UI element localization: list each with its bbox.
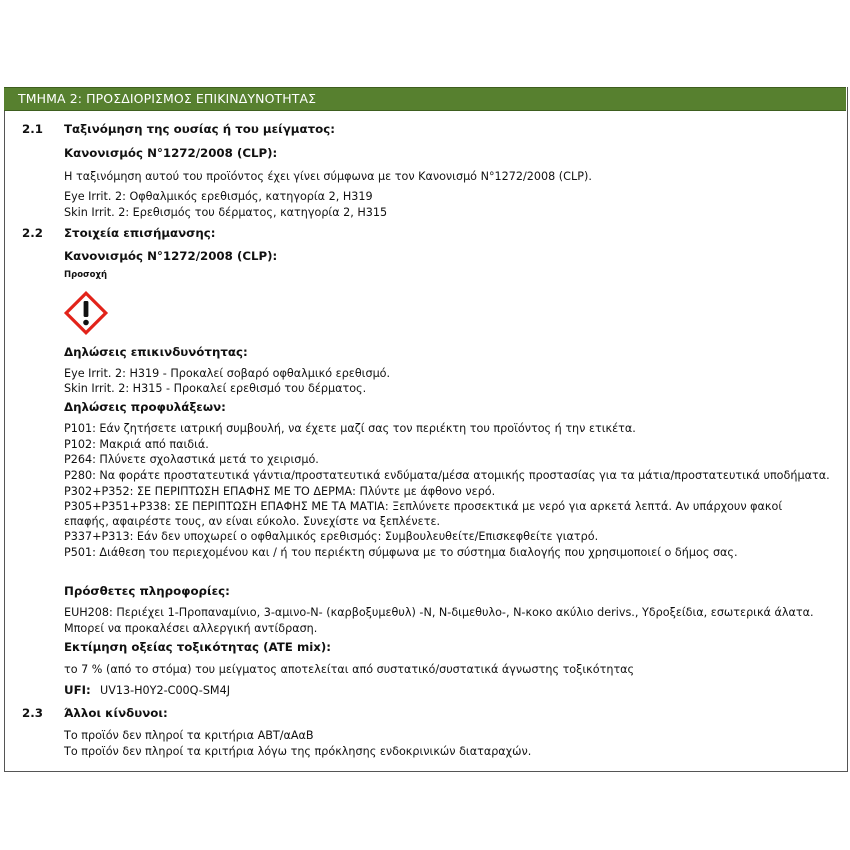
signal-word: Προσοχή: [64, 270, 108, 280]
ufi-label: UFI:: [64, 683, 91, 697]
classification-regulation: Κανονισμός Ν°1272/2008 (CLP):: [64, 146, 278, 160]
precaution-statement: επαφής, αφαιρέστε τους, αν είναι εύκολο. Συνεχίστε να ξεπλένετε.: [64, 515, 441, 528]
ate-heading: Εκτίμηση οξείας τοξικότητας (ATE mix):: [64, 640, 331, 654]
precaution-statement: P302+P352: ΣΕ ΠΕΡΙΠΤΩΣΗ ΕΠΑΦΗΣ ΜΕ ΤΟ ΔΕΡΜΑ: Πλύντε με άφθονο νερό.: [64, 485, 496, 498]
hazard-statement: Skin Irrit. 2: H315 - Προκαλεί ερεθισμό του δέρματος.: [64, 382, 367, 395]
precaution-statement: P101: Εάν ζητήσετε ιατρική συμβουλή, να έχετε μαζί σας τον περιέκτη του προϊόντος ή την ετικέτα.: [64, 422, 636, 435]
precaution-statement: P280: Να φοράτε προστατευτικά γάντια/προστατευτικά ενδύματα/μέσα ατομικής προστασίας για τα μάτια/προστατευτικά υποδήματα.: [64, 469, 830, 482]
classification-line: Eye Irrit. 2: Οφθαλμικός ερεθισμός, κατηγορία 2, H319: [64, 190, 373, 203]
other-hazards-line: Το προϊόν δεν πληροί τα κριτήρια ΑΒΤ/αΑαΒ: [64, 729, 314, 742]
classification-text: Η ταξινόμηση αυτού του προϊόντος έχει γίνει σύμφωνα με τον Κανονισμό Ν°1272/2008 (CLP).: [64, 170, 592, 183]
section-number-2-2: 2.2: [22, 226, 43, 240]
label-elements-heading: Στοιχεία επισήμανσης:: [64, 226, 216, 240]
ate-text: το 7 % (από το στόμα) του μείγματος αποτελείται από συστατικό/συστατικά άγνωστης τοξικότητας: [64, 663, 635, 676]
precaution-statements-heading: Δηλώσεις προφυλάξεων:: [64, 400, 226, 414]
label-regulation: Κανονισμός Ν°1272/2008 (CLP):: [64, 249, 278, 263]
other-hazards-line: Το προϊόν δεν πληροί τα κριτήρια λόγω της πρόκλησης ενδοκρινικών διαταραχών.: [64, 745, 532, 758]
additional-info-line: Μπορεί να προκαλέσει αλλεργική αντίδραση.: [64, 622, 318, 635]
additional-info-line: EUH208: Περιέχει 1-Προπαναμίνιο, 3-αμινο-N- (καρβοξυμεθυλ) -N, N-διμεθυλο-, N-κοκο ακύλιο derivs., Υδροξείδια, εσωτερικά άλατα.: [64, 606, 814, 619]
section-number-2-1: 2.1: [22, 122, 43, 136]
exclamation-mark-icon: [62, 289, 110, 337]
classification-heading: Ταξινόμηση της ουσίας ή του μείγματος:: [64, 122, 335, 136]
section-number-2-3: 2.3: [22, 706, 43, 720]
hazard-statement: Eye Irrit. 2: H319 - Προκαλεί σοβαρό οφθαλμικό ερεθισμό.: [64, 367, 391, 380]
section-header: [4, 87, 846, 111]
precaution-statement: P337+P313: Εάν δεν υποχωρεί ο οφθαλμικός ερεθισμός: Συμβουλευθείτε/Επισκεφθείτε γιατρό.: [64, 530, 599, 543]
classification-line: Skin Irrit. 2: Ερεθισμός του δέρματος, κατηγορία 2, H315: [64, 206, 388, 219]
precaution-statement: P102: Μακριά από παιδιά.: [64, 438, 209, 451]
precaution-statement: P264: Πλύνετε σχολαστικά μετά το χειρισμό.: [64, 453, 319, 466]
ufi-value: UV13-H0Y2-C00Q-SM4J: [100, 684, 231, 697]
precaution-statement: P501: Διάθεση του περιεχομένου και / ή του περιέκτη σύμφωνα με το σύστημα διαλογής που χρησιμοποιεί ο δήμος σας.: [64, 546, 738, 559]
hazard-statements-heading: Δηλώσεις επικινδυνότητας:: [64, 345, 248, 359]
additional-info-heading: Πρόσθετες πληροφορίες:: [64, 584, 230, 598]
other-hazards-heading: Άλλοι κίνδυνοι:: [64, 706, 168, 720]
precaution-statement: P305+P351+P338: ΣΕ ΠΕΡΙΠΤΩΣΗ ΕΠΑΦΗΣ ΜΕ ΤΑ ΜΑΤΙΑ: Ξεπλύνετε προσεκτικά με νερό για αρκετά λεπτά. Αν υπάρχουν φακοί: [64, 500, 783, 513]
section-title: ΤΜΗΜΑ 2: ΠΡΟΣΔΙΟΡΙΣΜΟΣ ΕΠΙΚΙΝΔΥΝΟΤΗΤΑΣ: [18, 91, 317, 106]
